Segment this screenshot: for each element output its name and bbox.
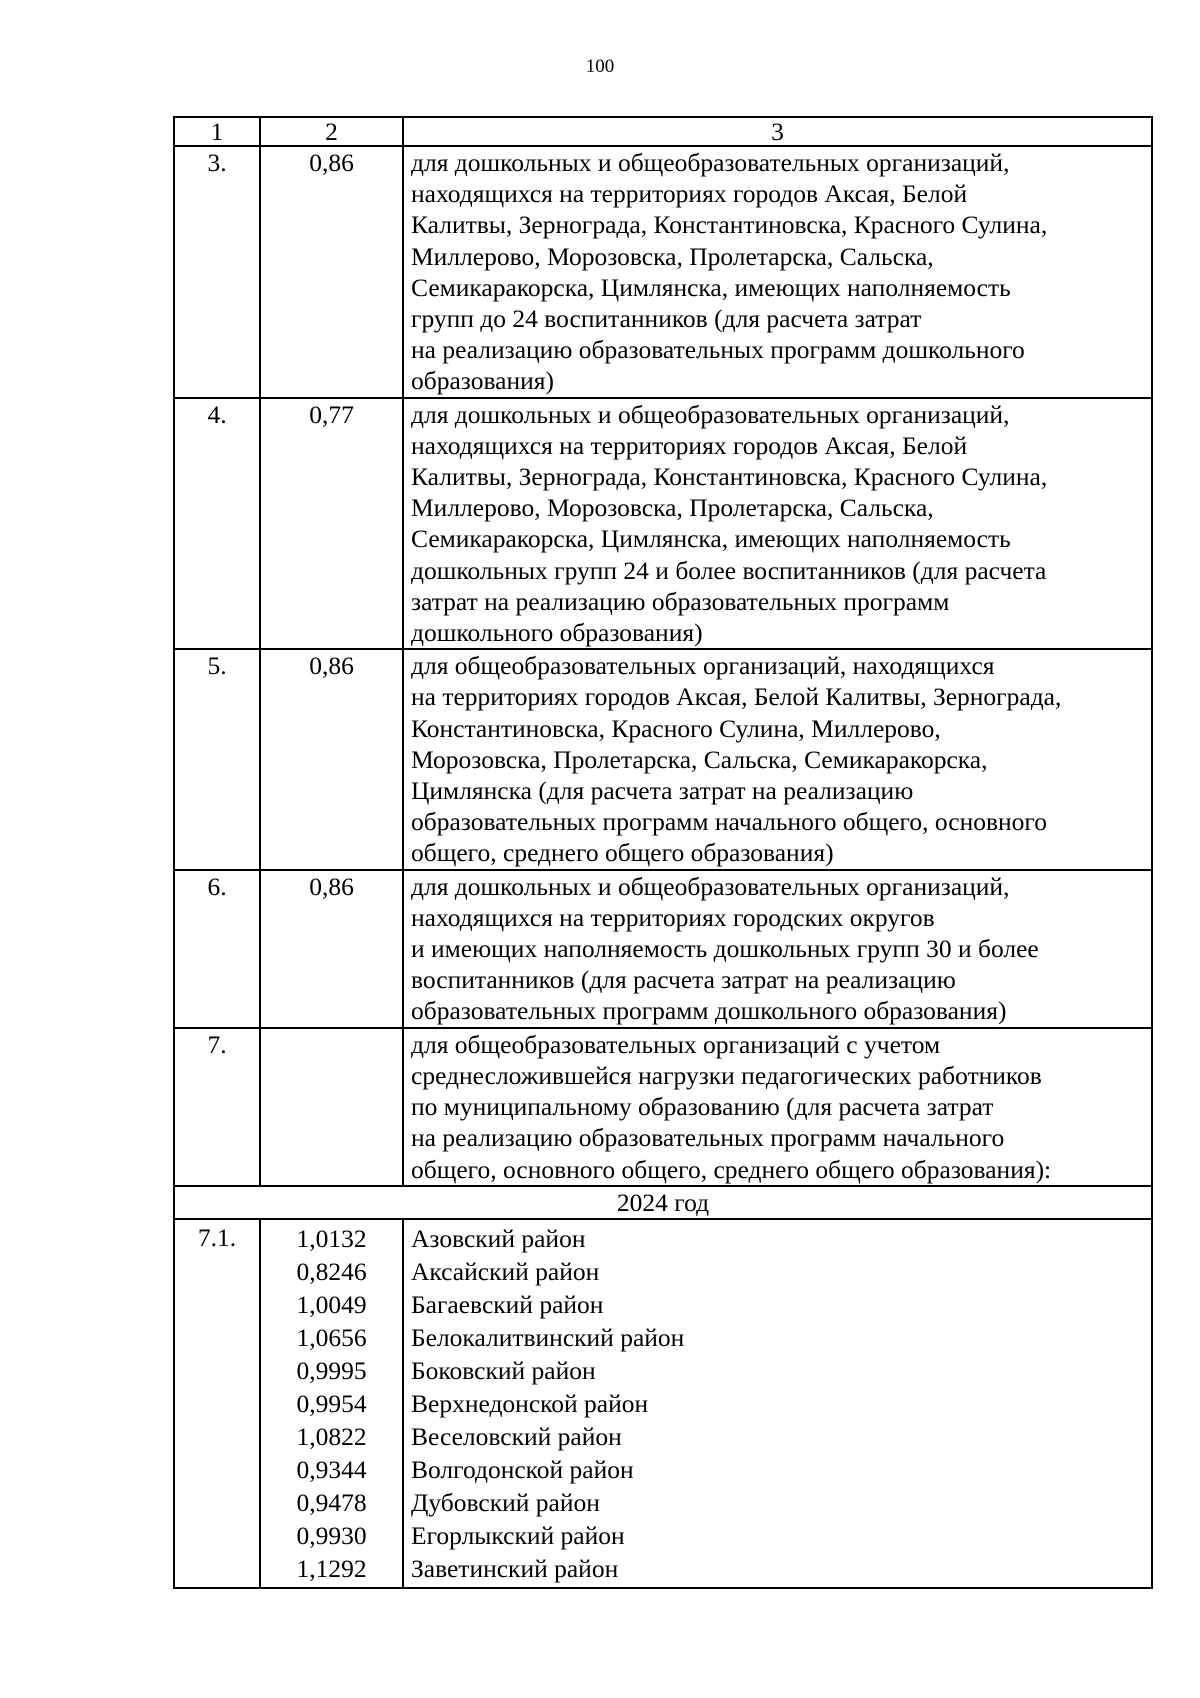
description-line: на реализацию образовательных программ дошкольного bbox=[411, 335, 1025, 365]
description-line: дошкольных групп 24 и более воспитанников (для расчета bbox=[411, 555, 1047, 585]
row-description bbox=[403, 870, 1152, 1028]
district-coefficient: 1,0822 bbox=[296, 1421, 367, 1451]
district-coefficient: 0,9344 bbox=[296, 1454, 367, 1484]
description-line: Калитвы, Зернограда, Константиновска, Красного Сулина, bbox=[411, 210, 1048, 240]
description-line: дошкольного образования) bbox=[411, 618, 703, 648]
description-line: образовательных программ начального общего, основного bbox=[411, 807, 1047, 837]
row-number: 7. bbox=[174, 1028, 260, 1186]
row-coefficient: 0,86 bbox=[260, 870, 403, 1028]
page-number: 100 bbox=[585, 56, 615, 77]
district-coefficient: 1,1292 bbox=[296, 1553, 367, 1583]
description-line: для общеобразовательных организаций, находящихся bbox=[411, 651, 995, 681]
district-coefficient: 1,0656 bbox=[296, 1322, 367, 1352]
district-name: Егорлыкский район bbox=[411, 1520, 625, 1550]
district-coefficient: 0,9954 bbox=[296, 1388, 367, 1418]
table-row bbox=[174, 1028, 1152, 1186]
district-name: Боковский район bbox=[411, 1355, 596, 1385]
district-coefficient: 1,0049 bbox=[296, 1289, 367, 1319]
row-description bbox=[403, 398, 1152, 650]
district-coefficient: 0,9930 bbox=[296, 1520, 367, 1550]
description-line: для дошкольных и общеобразовательных организаций, bbox=[411, 871, 1010, 901]
description-line: для общеобразовательных организаций с учетом bbox=[411, 1029, 941, 1059]
row-description bbox=[403, 649, 1152, 869]
row-coefficient: 0,86 bbox=[260, 649, 403, 869]
table-row bbox=[174, 398, 1152, 650]
district-coefficient: 1,0132 bbox=[296, 1223, 367, 1253]
header-cell-3: 3 bbox=[403, 117, 1152, 146]
description-line: общего, среднего общего образования) bbox=[411, 838, 834, 868]
district-name: Верхнедонской район bbox=[411, 1388, 649, 1418]
header-cell-1: 1 bbox=[174, 117, 260, 146]
district-coefficient: 0,9995 bbox=[296, 1355, 367, 1385]
district-name: Аксайский район bbox=[411, 1256, 600, 1286]
description-line: Семикаракорска, Цимлянска, имеющих наполняемость bbox=[411, 272, 1011, 302]
coefficients-table bbox=[173, 116, 1153, 1589]
row-number: 4. bbox=[174, 398, 260, 650]
description-line: на территориях городов Аксая, Белой Калитвы, Зернограда, bbox=[411, 682, 1062, 712]
description-line: Калитвы, Зернограда, Константиновска, Красного Сулина, bbox=[411, 462, 1048, 492]
description-line: образовательных программ дошкольного образования) bbox=[411, 996, 1007, 1026]
row-number: 5. bbox=[174, 649, 260, 869]
district-coefficient: 0,8246 bbox=[296, 1256, 367, 1286]
description-line: Семикаракорска, Цимлянска, имеющих наполняемость bbox=[411, 524, 1011, 554]
description-line: для дошкольных и общеобразовательных организаций, bbox=[411, 399, 1010, 429]
description-line: групп до 24 воспитанников (для расчета затрат bbox=[411, 304, 922, 334]
row-coefficient: 0,86 bbox=[260, 146, 403, 398]
description-line: для дошкольных и общеобразовательных организаций, bbox=[411, 148, 1010, 177]
district-coefficients bbox=[260, 1219, 403, 1588]
table-row bbox=[174, 649, 1152, 869]
year-row bbox=[174, 1186, 1152, 1219]
district-name: Заветинский район bbox=[411, 1553, 619, 1583]
header-cell-2: 2 bbox=[260, 117, 403, 146]
district-name: Азовский район bbox=[411, 1223, 586, 1253]
row-coefficient bbox=[260, 1028, 403, 1186]
row-number: 6. bbox=[174, 870, 260, 1028]
description-line: воспитанников (для расчета затрат на реализацию bbox=[411, 965, 956, 995]
description-line: находящихся на территориях городов Аксая, Белой bbox=[411, 179, 968, 209]
district-name: Белокалитвинский район bbox=[411, 1322, 685, 1352]
description-line: затрат на реализацию образовательных программ bbox=[411, 586, 950, 616]
district-name: Волгодонской район bbox=[411, 1454, 634, 1484]
description-line: находящихся на территориях городских округов bbox=[411, 902, 935, 932]
description-line: Миллерово, Морозовска, Пролетарска, Сальска, bbox=[411, 241, 934, 271]
district-names bbox=[403, 1219, 1152, 1588]
district-name: Дубовский район bbox=[411, 1487, 600, 1517]
district-name: Багаевский район bbox=[411, 1289, 604, 1319]
table-row bbox=[174, 146, 1152, 398]
district-coefficient: 0,9478 bbox=[296, 1487, 367, 1517]
description-line: Цимлянска (для расчета затрат на реализацию bbox=[411, 776, 914, 806]
description-line: Константиновска, Красного Сулина, Миллерово, bbox=[411, 713, 941, 743]
table-row bbox=[174, 870, 1152, 1028]
description-line: на реализацию образовательных программ начального bbox=[411, 1123, 1005, 1153]
list-row-number: 7.1. bbox=[174, 1219, 260, 1588]
description-line: образования) bbox=[411, 366, 555, 396]
table-header-row bbox=[174, 117, 1152, 146]
year-label: 2024 год bbox=[174, 1186, 1152, 1219]
description-line: находящихся на территориях городов Аксая, Белой bbox=[411, 430, 968, 460]
description-line: общего, основного общего, среднего общего образования): bbox=[411, 1154, 1052, 1184]
description-line: Миллерово, Морозовска, Пролетарска, Сальска, bbox=[411, 493, 934, 523]
row-number: 3. bbox=[174, 146, 260, 398]
row-coefficient: 0,77 bbox=[260, 398, 403, 650]
district-list-row bbox=[174, 1219, 1152, 1588]
description-line: и имеющих наполняемость дошкольных групп 30 и более bbox=[411, 934, 1039, 964]
row-description bbox=[403, 1028, 1152, 1186]
row-description bbox=[403, 146, 1152, 398]
description-line: Морозовска, Пролетарска, Сальска, Семикаракорска, bbox=[411, 744, 988, 774]
district-name: Веселовский район bbox=[411, 1421, 622, 1451]
description-line: по муниципальному образованию (для расчета затрат bbox=[411, 1092, 994, 1122]
description-line: среднесложившейся нагрузки педагогических работников bbox=[411, 1060, 1042, 1090]
